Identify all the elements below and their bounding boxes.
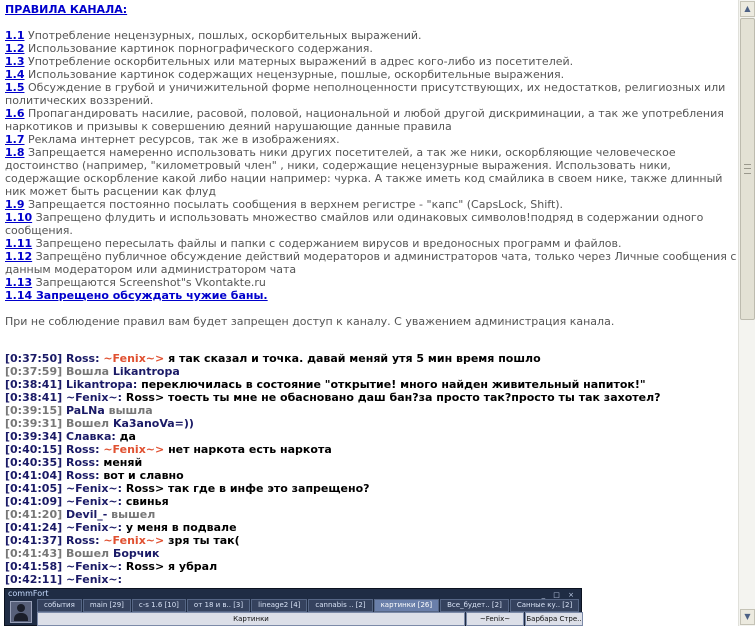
channel-tab[interactable]: картинки [26] xyxy=(374,599,440,612)
system-text: вышла xyxy=(104,404,153,417)
chat-timestamp: [0:41:04] xyxy=(5,469,63,482)
chat-message: я так сказал и точка. давай меняй утя 5 мин время пошло xyxy=(164,352,541,365)
rule-number-link[interactable]: 1.2 xyxy=(5,42,25,55)
rule-text: Запрещено флудить и использовать множество смайлов или одинаковых символов!подряд в содержании одного сообщения. xyxy=(5,211,704,237)
chat-timestamp: [0:41:09] xyxy=(5,495,63,508)
system-text: Вошел xyxy=(62,417,113,430)
chat-timestamp: [0:38:41] xyxy=(5,391,63,404)
rule-item xyxy=(5,29,738,42)
chat-timestamp: [0:40:35] xyxy=(5,456,63,469)
rule-text: Реклама интернет ресурсов, так же в изображениях. xyxy=(24,133,340,146)
rule-number-link[interactable]: 1.14 xyxy=(5,289,33,302)
channel-tabs xyxy=(37,599,580,611)
user-nick[interactable]: ~Fenix~: xyxy=(65,573,123,586)
user-nick[interactable]: Славка: xyxy=(65,430,116,443)
rule-text: Употребление оскорбительных или матерных выражений в адрес кого-либо из посетителей. xyxy=(24,55,574,68)
chat-timestamp: [0:41:43] xyxy=(5,547,63,560)
chat-timestamp: [0:42:11] xyxy=(5,573,63,586)
channel-tab[interactable]: main [29] xyxy=(83,599,131,612)
chat-message: Ross> тоесть ты мне не обасновано даш бан?за просто так?просто ты так захотел? xyxy=(122,391,661,404)
rule-item xyxy=(5,211,738,237)
channel-tab[interactable]: cannabis .. [2] xyxy=(308,599,372,612)
rule-text: Использование картинок порнографического содержания. xyxy=(24,42,373,55)
rules-footer: При не соблюдение правил вам будет запрещен доступ к каналу. С уважением администрация канала. xyxy=(5,315,615,328)
chat-message: вот и славно xyxy=(99,469,184,482)
chat-line xyxy=(5,417,735,430)
rule-number-link[interactable]: 1.13 xyxy=(5,276,33,289)
user-nick[interactable]: Ross: xyxy=(65,456,100,469)
chat-message: да xyxy=(115,430,136,443)
channel-tab[interactable]: c-s 1.6 [10] xyxy=(132,599,186,612)
chat-line xyxy=(5,391,735,404)
user-nick[interactable]: ~Fenix~: xyxy=(65,391,123,404)
rule-number-link[interactable]: 1.8 xyxy=(5,146,25,159)
chat-line xyxy=(5,469,735,482)
user-nick[interactable]: Likantropa xyxy=(112,365,180,378)
rule-number-link[interactable]: 1.6 xyxy=(5,107,25,120)
chat-timestamp: [0:41:37] xyxy=(5,534,63,547)
rule-item xyxy=(5,42,738,55)
rule-item xyxy=(5,68,738,81)
mention-nick[interactable]: ~Fenix~> xyxy=(103,534,165,547)
channel-tab[interactable]: lineage2 [4] xyxy=(251,599,307,612)
chat-timestamp: [0:41:24] xyxy=(5,521,63,534)
rule-number-link[interactable]: 1.11 xyxy=(5,237,33,250)
system-text: Вошел xyxy=(62,547,113,560)
chat-timestamp: [0:40:15] xyxy=(5,443,63,456)
app-logo xyxy=(7,589,49,625)
rules-list xyxy=(5,29,738,302)
user-nick[interactable]: Likantropa: xyxy=(65,378,138,391)
chat-timestamp: [0:41:58] xyxy=(5,560,63,573)
rule-item xyxy=(5,107,738,133)
rule-text: Запрещёно публичное обсуждение действий модераторов и администраторов чата, только через Личные сообщения с данным модератором или администратором чата xyxy=(5,250,737,276)
chat-timestamp: [0:39:31] xyxy=(5,417,63,430)
chat-message: свинья xyxy=(122,495,169,508)
rule-number-link[interactable]: 1.3 xyxy=(5,55,25,68)
scroll-thumb[interactable] xyxy=(740,18,755,320)
rule-item xyxy=(5,146,738,198)
user-nick[interactable]: Ross: xyxy=(65,469,100,482)
chat-line xyxy=(5,508,735,521)
rule-item xyxy=(5,198,738,211)
chat-message: у меня в подвале xyxy=(122,521,237,534)
chat-message: зря ты так( xyxy=(164,534,240,547)
chat-line xyxy=(5,378,735,391)
chat-line xyxy=(5,482,735,495)
rule-number-link[interactable]: 1.10 xyxy=(5,211,33,224)
rule-number-link[interactable]: 1.9 xyxy=(5,198,25,211)
chat-line xyxy=(5,534,735,547)
user-panel-barbara[interactable]: Барбара Стре.. xyxy=(525,612,583,626)
user-nick[interactable]: Ross: xyxy=(65,352,100,365)
rule-text: Запрещаются Screenshot"s Vkontakte.ru xyxy=(32,276,266,289)
chat-timestamp: [0:41:20] xyxy=(5,508,63,521)
chat-line xyxy=(5,560,735,573)
rule-item xyxy=(5,237,738,250)
user-nick[interactable]: PaLNa xyxy=(65,404,105,417)
chat-timestamp: [0:38:41] xyxy=(5,378,63,391)
channel-taskbar xyxy=(4,588,582,626)
rule-text: Обсуждение в грубой и уничижительной форме неполноценности присутствующих, их недостатков, религиозных или политических воззрений. xyxy=(5,81,726,107)
rule-text: Употребление нецензурных, пошлых, оскорбительных выражений. xyxy=(24,29,422,42)
rule-number-link[interactable]: 1.12 xyxy=(5,250,33,263)
chat-line xyxy=(5,573,735,586)
chat-line xyxy=(5,365,735,378)
rule-text: Пропагандировать насилие, расовой, половой, национальной и любой другой дискриминации, а так же употребления наркотиков и призывы к совершению деяний нарушающие данные правила xyxy=(5,107,724,133)
chat-message: Ross> я убрал xyxy=(122,560,218,573)
avatar-icon xyxy=(10,601,32,623)
rule-text: Запрещено пересылать файлы и папки с содержанием вирусов и вредоносных программ и файлов. xyxy=(32,237,622,250)
channel-tab[interactable]: Все_будет.. [2] xyxy=(440,599,509,612)
panel-row xyxy=(37,612,583,625)
rule-item xyxy=(5,81,738,107)
rule-item xyxy=(5,250,738,276)
channel-tab[interactable]: Санные ку.. [2] xyxy=(510,599,579,612)
rule-item xyxy=(5,133,738,146)
system-text: вышел xyxy=(107,508,156,521)
channel-tab[interactable]: от 18 и в.. [3] xyxy=(187,599,250,612)
vertical-scrollbar[interactable] xyxy=(738,0,755,626)
window-controls[interactable]: _ □ × xyxy=(541,591,577,599)
chat-line xyxy=(5,495,735,508)
rule-number-link[interactable]: 1.4 xyxy=(5,68,25,81)
chat-line xyxy=(5,404,735,417)
rule-number-link[interactable]: 1.7 xyxy=(5,133,25,146)
rule-number-link[interactable]: 1.5 xyxy=(5,81,25,94)
arrow-up-icon[interactable]: ▲ xyxy=(740,1,755,17)
chat-timestamp: [0:39:34] xyxy=(5,430,63,443)
rule-text: Запрещается намеренно использовать ники других посетителей, а так же ники, оскорбляющие человеческое достоинство (например, "километровый член" , ники, содержащие нецензурные выражения. Использовать ники, содержащие оскорбление какой либо нации например: чурка. А также иметь код смайлика в своем нике, также длинный ник может быть расцении как флуд xyxy=(5,146,723,198)
chat-timestamp: [0:37:59] xyxy=(5,365,63,378)
chat-line xyxy=(5,456,735,469)
rule-text: Запрещается постоянно посылать сообщения в верхнем регистре - "капс" (CapsLock, Shift). xyxy=(24,198,564,211)
rule-item xyxy=(5,55,738,68)
user-nick[interactable]: ~Fenix~: xyxy=(65,482,123,495)
chat-message: нет наркота есть наркота xyxy=(164,443,332,456)
system-text: Вошла xyxy=(62,365,113,378)
channel-tab[interactable]: события xyxy=(37,599,82,612)
channel-title-panel[interactable]: Картинки xyxy=(37,612,465,626)
chat-line xyxy=(5,547,735,560)
logo-text: commFort xyxy=(8,589,49,598)
chat-message: меняй xyxy=(99,456,143,469)
rule-number-link[interactable]: 1.1 xyxy=(5,29,25,42)
grip-icon xyxy=(744,164,751,174)
arrow-down-icon[interactable]: ▼ xyxy=(740,609,755,625)
user-nick[interactable]: Ross: xyxy=(65,443,100,456)
rule-item xyxy=(5,276,738,289)
chat-log xyxy=(5,352,735,586)
rule-text: Использование картинок содержащих нецензурные, пошлые, оскорбительные выражения. xyxy=(24,68,565,81)
user-nick[interactable]: Devil_- xyxy=(65,508,108,521)
user-nick[interactable]: ~Fenix~: xyxy=(65,495,123,508)
chat-message: Ross> так где в инфе это запрещено? xyxy=(122,482,370,495)
chat-line xyxy=(5,352,735,365)
chat-timestamp: [0:41:05] xyxy=(5,482,63,495)
mention-nick[interactable]: ~Fenix~> xyxy=(103,352,165,365)
user-nick[interactable]: ~Fenix~: xyxy=(65,560,123,573)
chat-line xyxy=(5,430,735,443)
chat-message: переключилась в состояние "открытие! много найден живительный напиток!" xyxy=(137,378,646,391)
user-nick[interactable]: Ka3anoVa=)) xyxy=(112,417,194,430)
user-nick[interactable]: Ross: xyxy=(65,534,100,547)
rules-heading[interactable]: ПРАВИЛА КАНАЛА: xyxy=(5,3,128,16)
chat-timestamp: [0:39:15] xyxy=(5,404,63,417)
chat-timestamp: [0:37:50] xyxy=(5,352,63,365)
rule-text[interactable]: Запрещено обсуждать чужие баны. xyxy=(32,289,268,302)
chat-line xyxy=(5,521,735,534)
rule-item xyxy=(5,289,738,302)
user-nick[interactable]: Борчик xyxy=(112,547,160,560)
user-panel-fenix[interactable]: ~Fenix~ xyxy=(466,612,524,626)
mention-nick[interactable]: ~Fenix~> xyxy=(103,443,165,456)
chat-line xyxy=(5,443,735,456)
user-nick[interactable]: ~Fenix~: xyxy=(65,521,123,534)
